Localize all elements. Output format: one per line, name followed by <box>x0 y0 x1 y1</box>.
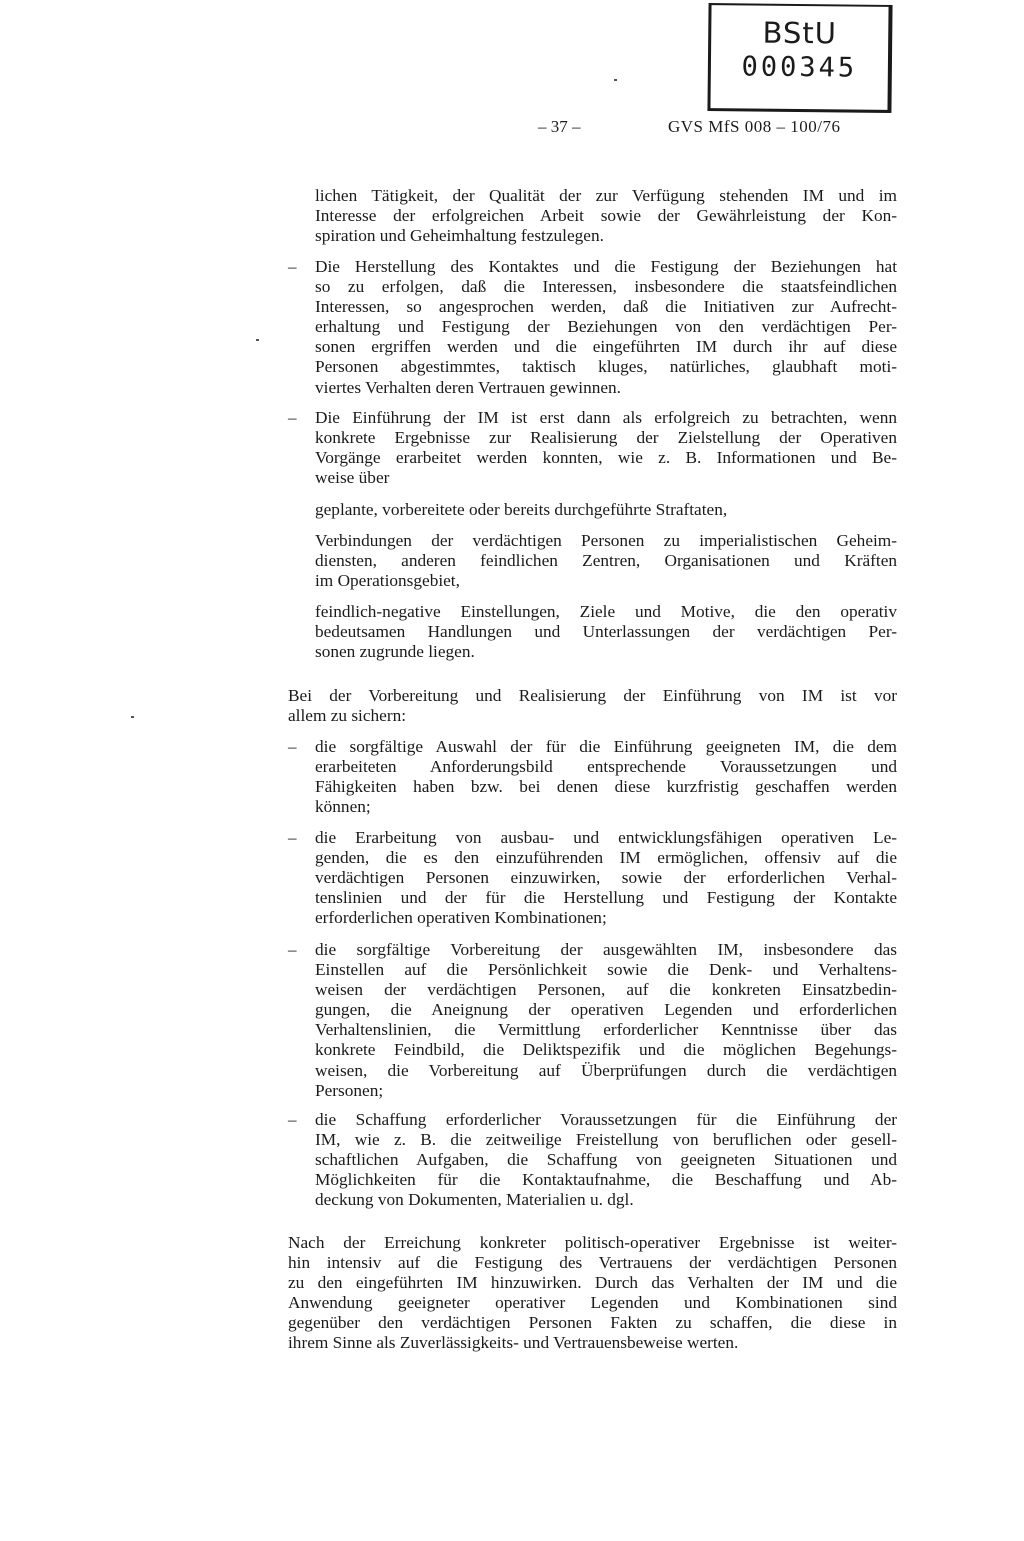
text-line: Interesse der erfolgreichen Arbeit sowie der Gewährleistung der Kon- <box>315 206 897 226</box>
text-line: Nach der Erreichung konkreter politisch-operativer Ergebnisse ist weiter- <box>288 1233 897 1252</box>
text-line: Einstellen auf die Persönlichkeit sowie die Denk- und Verhaltens- <box>315 960 897 980</box>
text-line: die Schaffung erforderlicher Voraussetzungen für die Einführung der <box>315 1110 897 1129</box>
list-item <box>315 1110 897 1210</box>
stamp-number: 000345 <box>741 51 858 84</box>
list-dash: – <box>288 1110 297 1129</box>
paragraph <box>315 531 897 591</box>
text-line: Vorgänge erarbeitet werden konnten, wie z. B. Informationen und Be- <box>315 448 897 468</box>
text-line: Verhaltenslinien, die Vermittlung erforderlicher Kenntnisse über das <box>315 1020 897 1040</box>
text-line: hin intensiv auf die Festigung des Vertrauens der verdächtigen Personen <box>288 1253 897 1273</box>
stamp-agency: BStU <box>762 15 838 51</box>
text-line: die Erarbeitung von ausbau- und entwicklungsfähigen operativen Le- <box>315 828 897 847</box>
text-line: Anwendung geeigneter operativer Legenden und Kombinationen sind <box>288 1293 897 1313</box>
text-line: Bei der Vorbereitung und Realisierung der Einführung von IM ist vor <box>288 686 897 705</box>
text-line: ihrem Sinne als Zuverlässigkeits- und Vertrauensbeweise werten. <box>288 1333 739 1353</box>
scan-speck <box>614 79 617 81</box>
paragraph <box>315 500 897 520</box>
text-line: geplante, vorbereitete oder bereits durchgeführte Straftaten, <box>315 500 728 519</box>
text-line: Personen; <box>315 1080 384 1100</box>
text-line: Interessen, so angesprochen werden, daß die Initiativen zur Aufrecht- <box>315 297 897 317</box>
list-dash: – <box>288 940 297 959</box>
scan-speck <box>131 716 134 718</box>
text-line: im Operationsgebiet, <box>315 571 460 591</box>
text-line: Verbindungen der verdächtigen Personen zu imperialistischen Geheim- <box>315 531 897 550</box>
text-line: lichen Tätigkeit, der Qualität der zur Verfügung stehenden IM und im <box>315 186 897 205</box>
text-line: so zu erfolgen, daß die Interessen, insbesondere die staatsfeindlichen <box>315 277 897 297</box>
text-line: können; <box>315 797 371 817</box>
text-line: erhaltung und Festigung der Beziehungen von den verdächtigen Per- <box>315 317 897 337</box>
list-item <box>315 828 897 928</box>
document-reference: GVS MfS 008 – 100/76 <box>668 117 841 136</box>
archive-stamp <box>707 3 892 113</box>
text-line: Möglichkeiten für die Kontaktaufnahme, die Beschaffung und Ab- <box>315 1170 897 1190</box>
list-dash: – <box>288 257 297 276</box>
text-line: schaftlichen Aufgaben, die Schaffung von geeigneten Situationen und <box>315 1150 897 1170</box>
text-line: konkrete Ergebnisse zur Realisierung der Zielstellung der Operativen <box>315 428 897 448</box>
text-line: genden, die es den einzuführenden IM ermöglichen, offensiv auf die <box>315 848 897 868</box>
list-item <box>315 257 897 398</box>
text-line: IM, wie z. B. die zeitweilige Freistellung von beruflichen oder gesell- <box>315 1130 897 1150</box>
text-line: weisen, die Vorbereitung auf Überprüfungen durch die verdächtigen <box>315 1060 897 1080</box>
text-line: sonen zugrunde liegen. <box>315 642 475 662</box>
text-line: bedeutsamen Handlungen und Unterlassungen der verdächtigen Per- <box>315 622 897 642</box>
text-line: spiration und Geheimhaltung festzulegen. <box>315 226 604 246</box>
text-line: Fähigkeiten haben bzw. bei denen diese kurzfristig geschaffen werden <box>315 777 897 797</box>
list-item <box>315 408 897 488</box>
text-line: sonen ergriffen werden und die eingeführten IM durch ihr auf diese <box>315 337 897 357</box>
text-line: verdächtigen Personen einzuwirken, sowie der erforderlichen Verhal- <box>315 868 897 888</box>
text-line: feindlich-negative Einstellungen, Ziele und Motive, die den operativ <box>315 602 897 621</box>
text-line: gungen, die Aneignung der operativen Legenden und erforderlichen <box>315 1000 897 1020</box>
text-line: viertes Verhalten deren Vertrauen gewinnen. <box>315 377 621 397</box>
text-line: diensten, anderen feindlichen Zentren, Organisationen und Kräften <box>315 551 897 571</box>
text-line: die sorgfältige Auswahl der für die Einführung geeigneten IM, die dem <box>315 737 897 756</box>
paragraph <box>288 686 897 726</box>
text-line: weise über <box>315 468 390 488</box>
list-dash: – <box>288 408 297 427</box>
paragraph <box>288 1233 897 1354</box>
text-line: tenslinien und der für die Herstellung und Festigung der Kontakte <box>315 888 897 908</box>
text-line: die sorgfältige Vorbereitung der ausgewählten IM, insbesondere das <box>315 940 897 959</box>
text-line: Die Herstellung des Kontaktes und die Festigung der Beziehungen hat <box>315 257 897 276</box>
text-line: deckung von Dokumenten, Materialien u. dgl. <box>315 1190 634 1210</box>
list-dash: – <box>288 828 297 847</box>
text-line: zu den eingeführten IM hinzuwirken. Durch das Verhalten der IM und die <box>288 1273 897 1293</box>
page-number: – 37 – <box>538 117 581 136</box>
text-line: Die Einführung der IM ist erst dann als erfolgreich zu betrachten, wenn <box>315 408 897 427</box>
scan-speck <box>256 339 259 341</box>
text-line: gegenüber den verdächtigen Personen Fakten zu schaffen, die diese in <box>288 1313 897 1333</box>
paragraph <box>315 602 897 662</box>
text-line: weisen der verdächtigen Personen, auf die konkreten Einsatzbedin- <box>315 980 897 1000</box>
list-dash: – <box>288 737 297 756</box>
text-line: erforderlichen operativen Kombinationen; <box>315 908 607 928</box>
paragraph <box>315 186 897 246</box>
list-item <box>315 737 897 817</box>
text-line: erarbeiteten Anforderungsbild entsprechende Voraussetzungen und <box>315 757 897 777</box>
text-line: konkrete Feindbild, die Deliktspezifik und die möglichen Begehungs- <box>315 1040 897 1060</box>
text-line: allem zu sichern: <box>288 706 407 726</box>
text-line: Personen abgestimmtes, taktisch kluges, natürliches, glaubhaft moti- <box>315 357 897 377</box>
list-item <box>315 940 897 1101</box>
